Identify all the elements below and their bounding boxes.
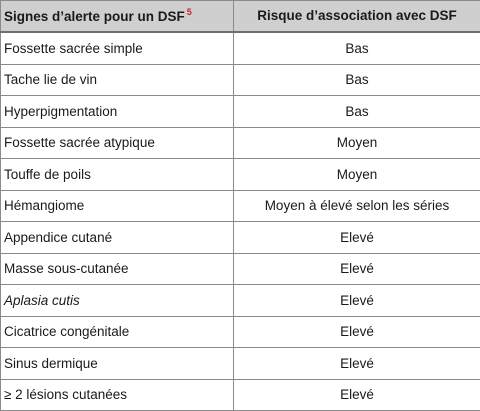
table-header-row [1,1,480,33]
sign-cell: Touffe de poils [1,159,234,191]
risk-cell: Bas [234,64,480,96]
sign-cell: Masse sous-cutanée [1,253,234,285]
sign-cell: Fossette sacrée atypique [1,127,234,159]
header-warning-signs [1,1,234,33]
risk-cell: Elevé [234,285,480,317]
risk-cell: Elevé [234,316,480,348]
footnote-ref: 5 [187,7,192,17]
table-row [1,64,480,96]
risk-cell: Elevé [234,379,480,411]
sign-cell: Aplasia cutis [1,285,234,317]
table-row [1,190,480,222]
table-row [1,159,480,191]
sign-cell: ≥ 2 lésions cutanées [1,379,234,411]
table-row [1,285,480,317]
risk-cell: Moyen [234,127,480,159]
sign-cell: Fossette sacrée simple [1,32,234,64]
table-row [1,253,480,285]
risk-cell: Moyen à élevé selon les séries [234,190,480,222]
sign-cell: Sinus dermique [1,348,234,380]
risk-cell: Moyen [234,159,480,191]
sign-cell: Hémangiome [1,190,234,222]
risk-cell: Elevé [234,348,480,380]
header-association-risk: Risque d’association avec DSF [234,1,480,33]
sign-cell: Appendice cutané [1,222,234,254]
table-row [1,222,480,254]
table-row [1,348,480,380]
sign-cell: Cicatrice congénitale [1,316,234,348]
sign-cell: Tache lie de vin [1,64,234,96]
risk-cell: Elevé [234,253,480,285]
risk-cell: Bas [234,32,480,64]
table-row [1,316,480,348]
risk-cell: Elevé [234,222,480,254]
table-row [1,127,480,159]
risk-cell: Bas [234,96,480,128]
table-row [1,32,480,64]
header-warning-signs-label: Signes d’alerte pour un DSF [4,9,185,24]
table-row [1,379,480,411]
table-row [1,96,480,128]
sign-cell: Hyperpigmentation [1,96,234,128]
